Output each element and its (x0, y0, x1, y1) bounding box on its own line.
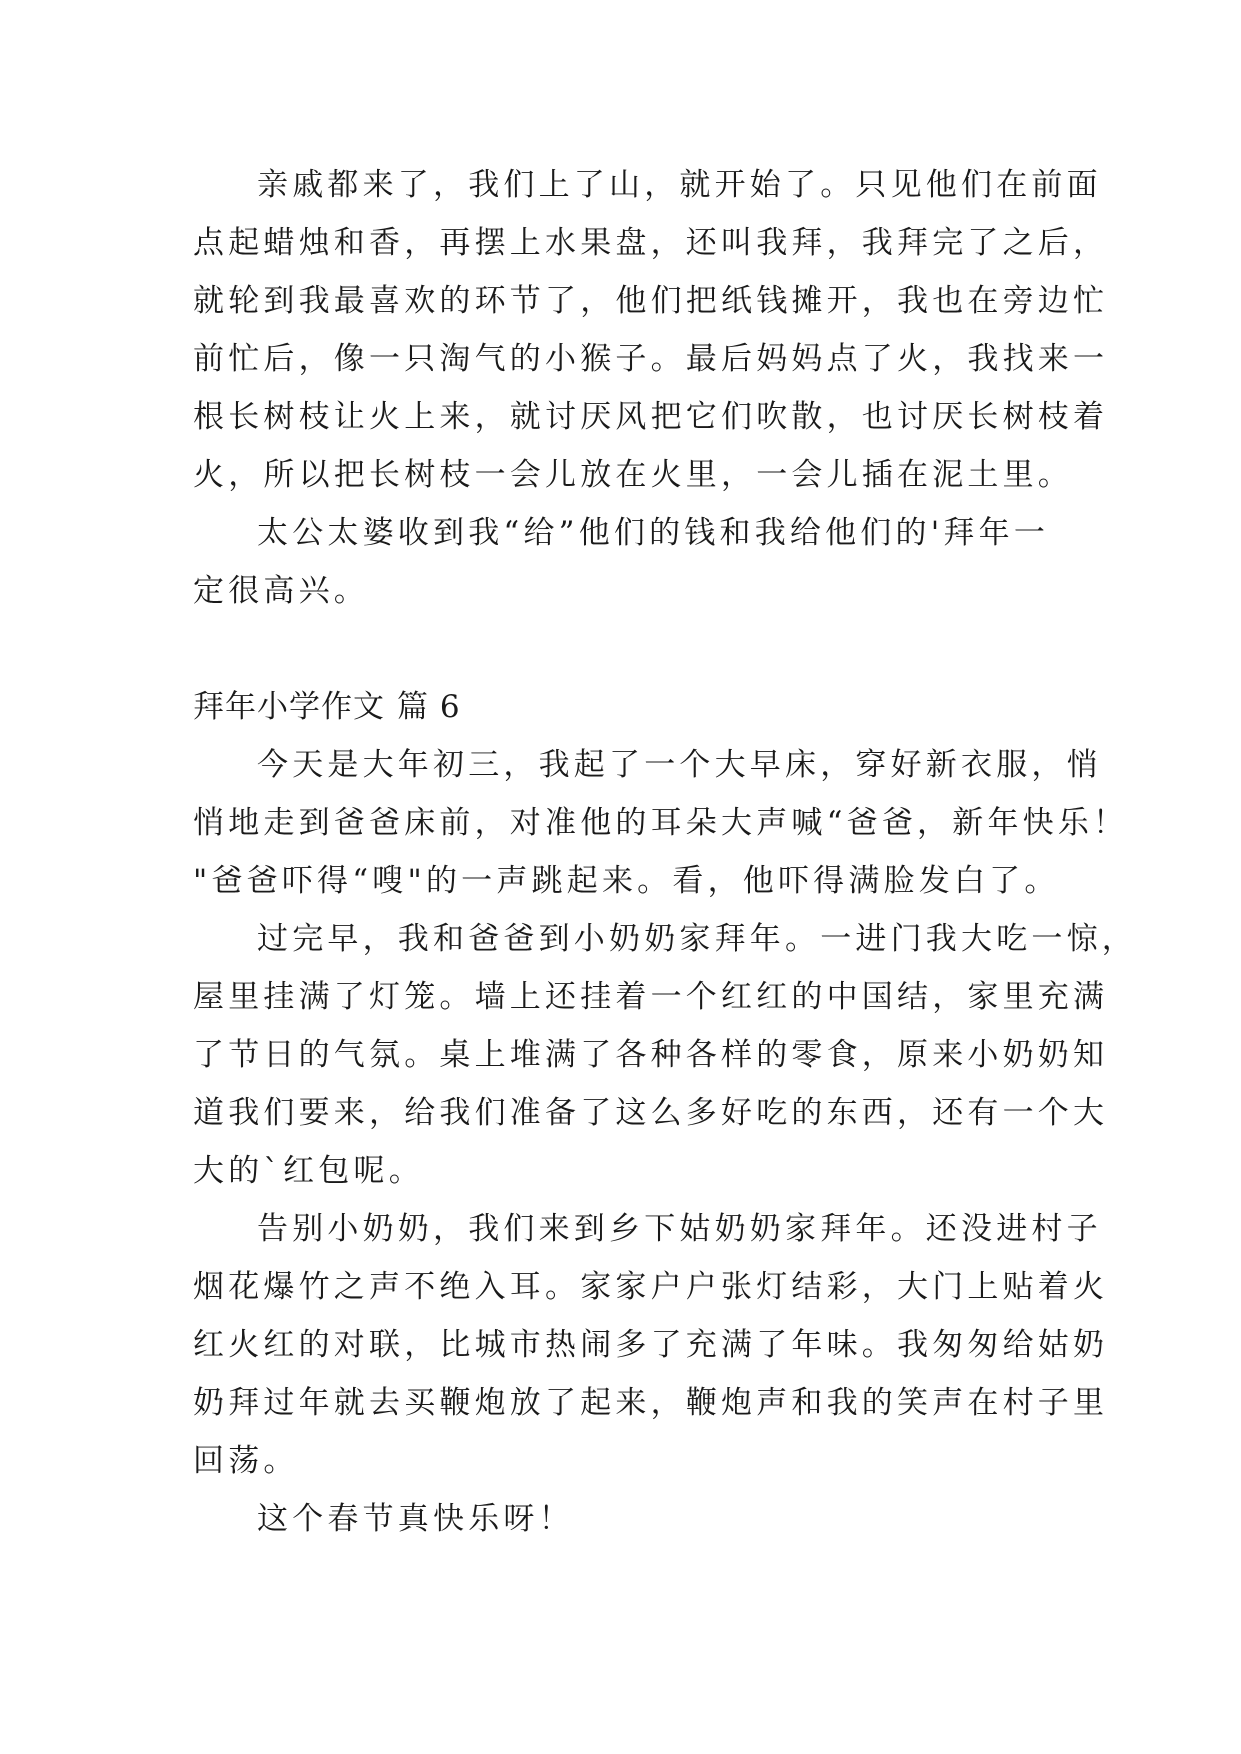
text-line: 过完早，我和爸爸到小奶奶家拜年。一进门我大吃一惊， (257, 921, 1137, 957)
text-line: 前忙后，像一只淘气的小猴子。最后妈妈点了火，我找来一 (193, 341, 1109, 377)
section-gap (193, 620, 1073, 678)
text-line: 红火红的对联，比城市热闹多了充满了年味。我匆匆给姑奶 (193, 1327, 1109, 1363)
text-line: 火，所以把长树枝一会儿放在火里，一会儿插在泥土里。 (193, 457, 1073, 493)
section-heading (193, 678, 1073, 736)
text-line: 定很高兴。 (193, 573, 369, 609)
document-page (193, 156, 1137, 1548)
paragraph (193, 736, 1129, 910)
text-line: 点起蜡烛和香，再摆上水果盘，还叫我拜，我拜完了之后， (193, 225, 1109, 261)
paragraph (193, 1490, 1073, 1548)
text-line: 太公太婆收到我“给”他们的钱和我给他们的'拜年一 (257, 515, 1050, 551)
heading-number: 篇 6 (397, 689, 461, 725)
text-line: 今天是大年初三，我起了一个大早床，穿好新衣服，悄 (257, 747, 1102, 783)
text-line: 屋里挂满了灯笼。墙上还挂着一个红红的中国结，家里充满 (193, 979, 1109, 1015)
heading-title: 拜年小学作文 (193, 689, 385, 725)
text-line: 奶拜过年就去买鞭炮放了起来，鞭炮声和我的笑声在村子里 (193, 1385, 1109, 1421)
text-line: 就轮到我最喜欢的环节了，他们把纸钱摊开，我也在旁边忙 (193, 283, 1109, 319)
text-line: 这个春节真快乐呀！ (257, 1501, 574, 1537)
text-line: 回荡。 (193, 1443, 299, 1479)
text-line: 悄地走到爸爸床前，对准他的耳朵大声喊“爸爸，新年快乐！ (193, 805, 1129, 841)
paragraph (193, 910, 1137, 1200)
text-line: 道我们要来，给我们准备了这么多好吃的东西，还有一个大 (193, 1095, 1109, 1131)
paragraph (193, 504, 1073, 620)
text-line: 大的`红包呢。 (193, 1153, 424, 1189)
text-line: 了节日的气氛。桌上堆满了各种各样的零食，原来小奶奶知 (193, 1037, 1109, 1073)
text-line: 亲戚都来了，我们上了山，就开始了。只见他们在前面 (257, 167, 1102, 203)
text-line: 告别小奶奶，我们来到乡下姑奶奶家拜年。还没进村子 (257, 1211, 1102, 1247)
paragraph (193, 156, 1109, 504)
text-line: 根长树枝让火上来，就讨厌风把它们吹散，也讨厌长树枝着 (193, 399, 1109, 435)
paragraph (193, 1200, 1109, 1490)
text-line: "爸爸吓得“嗖"的一声跳起来。看，他吓得满脸发白了。 (193, 863, 1060, 899)
text-line: 烟花爆竹之声不绝入耳。家家户户张灯结彩，大门上贴着火 (193, 1269, 1109, 1305)
